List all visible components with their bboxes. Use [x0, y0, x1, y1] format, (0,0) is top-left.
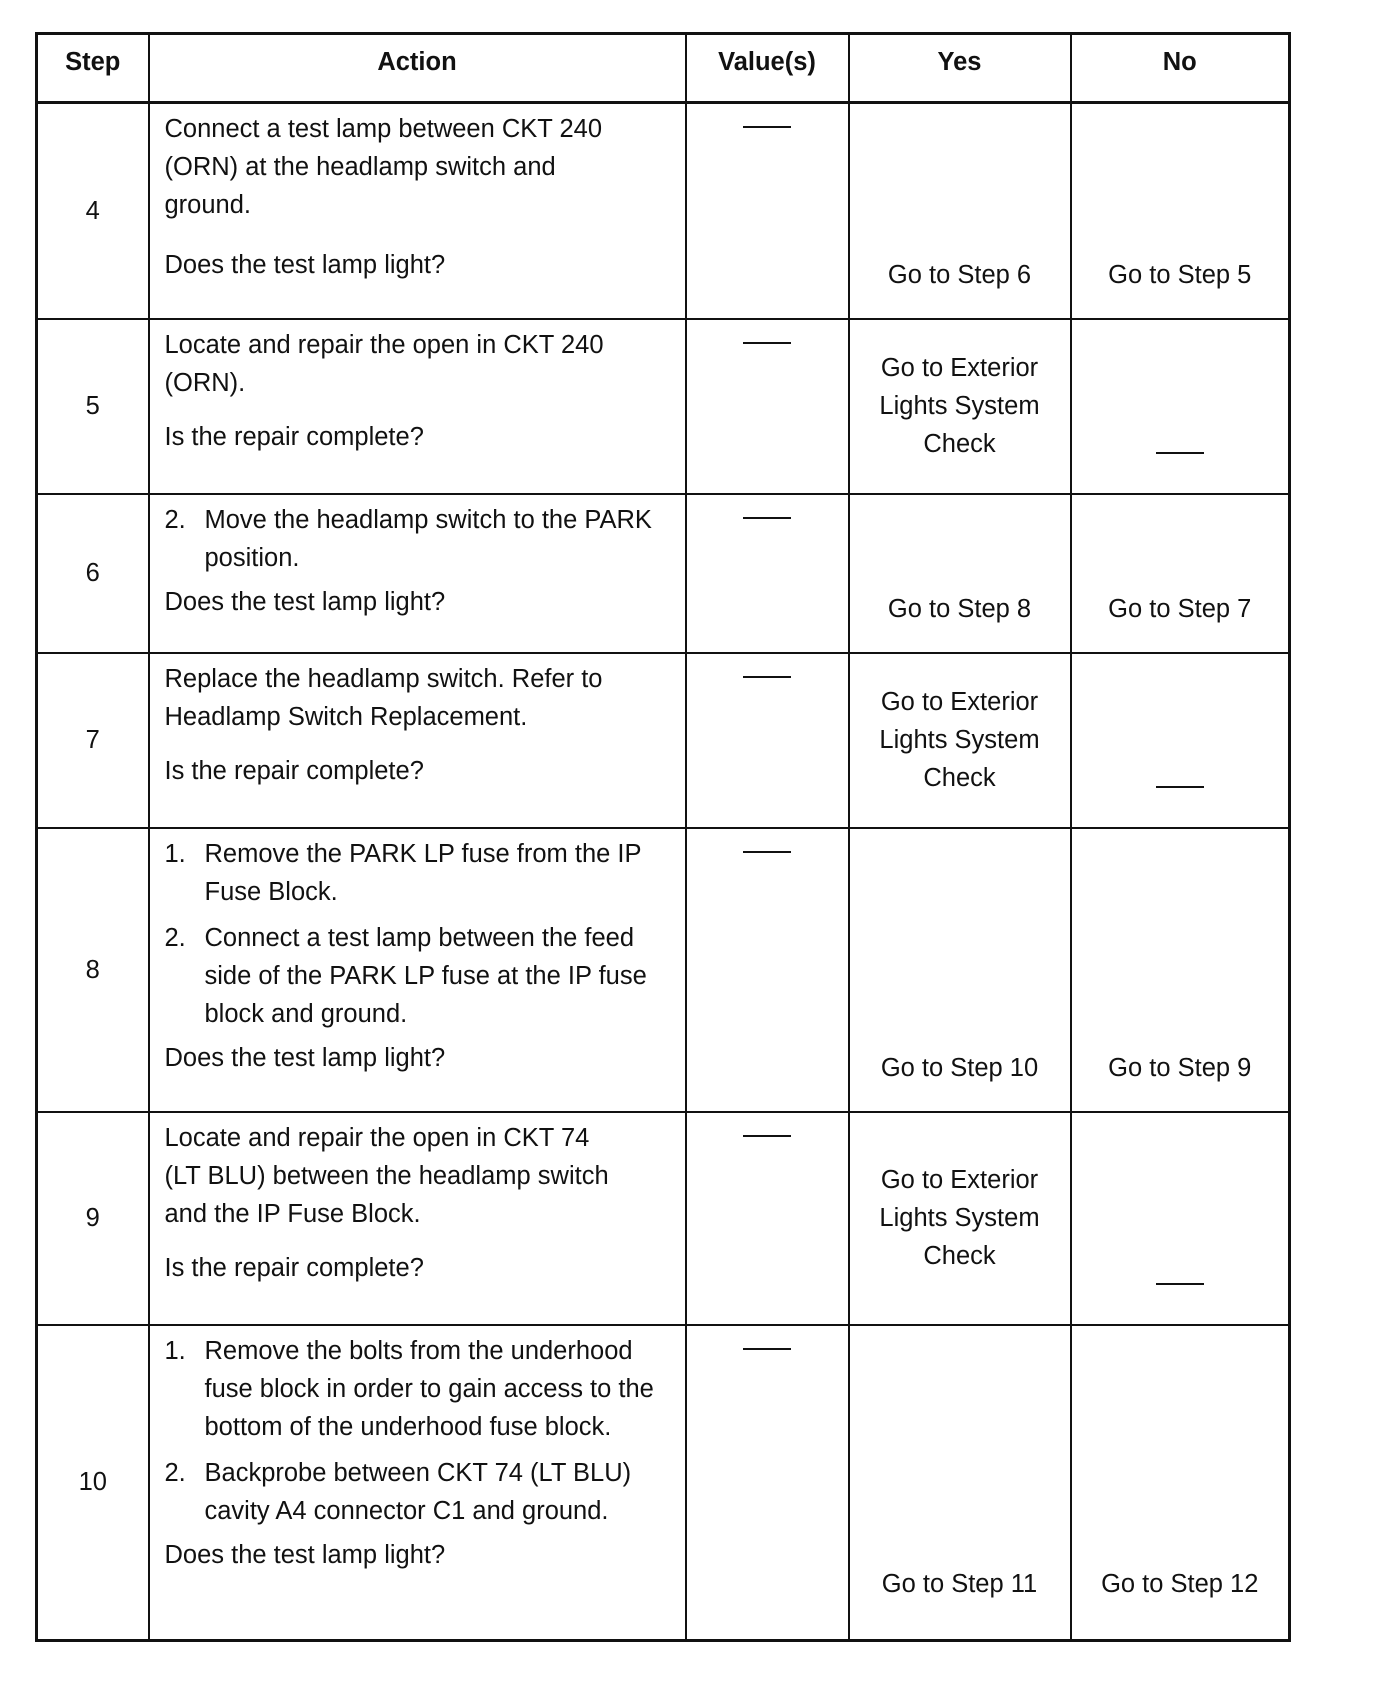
step-number: 5 [37, 319, 149, 494]
value-dash [743, 851, 791, 853]
table-row [37, 828, 1290, 1112]
no-dash [1156, 1283, 1204, 1285]
step-number: 10 [37, 1325, 149, 1641]
value-dash [743, 517, 791, 519]
no-cell: Go to Step 12 [1071, 1325, 1290, 1641]
value-dash [743, 342, 791, 344]
item-number: 1. [164, 1336, 186, 1365]
action-line: Headlamp Switch Replacement. [164, 702, 528, 731]
action-steps [165, 835, 673, 1033]
no-cell: Go to Step 7 [1071, 494, 1290, 653]
action-item [165, 919, 673, 1033]
yes-cell: Go to Exterior Lights System Check [849, 319, 1071, 494]
action-cell [149, 494, 686, 653]
action-question: Is the repair complete? [164, 422, 424, 451]
item-number: 2. [164, 505, 186, 534]
action-question: Does the test lamp light? [164, 1540, 446, 1569]
step-number: 9 [37, 1112, 149, 1325]
yes-cell: Go to Step 11 [849, 1325, 1071, 1641]
no-dash [1156, 786, 1204, 788]
item-number: 2. [164, 923, 186, 952]
action-line: (ORN). [164, 368, 246, 397]
value-cell [686, 103, 849, 319]
item-number: 2. [164, 1458, 186, 1487]
item-text: Remove the bolts from the underhood fuse block in order to gain access to the bottom of the underhood fuse block. [204, 1336, 654, 1441]
action-line: Locate and repair the open in CKT 74 [164, 1123, 590, 1152]
action-cell [149, 319, 686, 494]
action-question: Is the repair complete? [164, 1253, 424, 1282]
item-text: Remove the PARK LP fuse from the IP Fuse Block. [204, 839, 642, 906]
table-row [37, 319, 1290, 494]
no-cell: Go to Step 9 [1071, 828, 1290, 1112]
header-no: No [1071, 34, 1290, 103]
action-line: (LT BLU) between the headlamp switch [164, 1161, 609, 1190]
item-text: Backprobe between CKT 74 (LT BLU) cavity A4 connector C1 and ground. [204, 1458, 632, 1525]
no-cell: Go to Step 5 [1071, 103, 1290, 319]
yes-cell: Go to Step 6 [849, 103, 1071, 319]
step-number: 8 [37, 828, 149, 1112]
action-item [165, 1332, 673, 1446]
action-item [165, 501, 673, 577]
header-action: Action [149, 34, 686, 103]
step-number: 7 [37, 653, 149, 828]
header-values: Value(s) [686, 34, 849, 103]
action-line: Replace the headlamp switch. Refer to [164, 664, 603, 693]
step-number: 4 [37, 103, 149, 319]
yes-cell: Go to Exterior Lights System Check [849, 1112, 1071, 1325]
action-line: Locate and repair the open in CKT 240 [164, 330, 604, 359]
action-cell [149, 828, 686, 1112]
value-dash [743, 676, 791, 678]
table-row [37, 494, 1290, 653]
value-cell [686, 1325, 849, 1641]
action-question: Is the repair complete? [164, 756, 424, 785]
action-line: ground. [164, 191, 251, 219]
action-steps [165, 501, 673, 577]
value-dash [743, 1135, 791, 1137]
header-step: Step [37, 34, 149, 103]
action-cell [149, 1325, 686, 1641]
header-row [37, 34, 1290, 103]
yes-cell: Go to Exterior Lights System Check [849, 653, 1071, 828]
table-row [37, 1325, 1290, 1641]
no-cell [1071, 653, 1290, 828]
table-row [37, 653, 1290, 828]
value-dash [743, 1348, 791, 1350]
value-cell [686, 494, 849, 653]
table-row [37, 1112, 1290, 1325]
action-line: (ORN) at the headlamp switch and [164, 153, 556, 181]
item-number: 1. [164, 839, 186, 868]
value-cell [686, 1112, 849, 1325]
item-text: Move the headlamp switch to the PARK position. [204, 505, 652, 572]
step-number: 6 [37, 494, 149, 653]
action-question: Does the test lamp light? [164, 251, 446, 279]
diagnostic-table [35, 32, 1291, 1642]
no-cell [1071, 319, 1290, 494]
item-text: Connect a test lamp between the feed side of the PARK LP fuse at the IP fuse block and ground. [204, 923, 647, 1028]
table-row [37, 103, 1290, 319]
value-cell [686, 319, 849, 494]
header-yes: Yes [849, 34, 1071, 103]
yes-cell: Go to Step 10 [849, 828, 1071, 1112]
action-cell [149, 1112, 686, 1325]
action-cell [149, 653, 686, 828]
no-dash [1156, 452, 1204, 454]
action-steps [165, 1332, 673, 1530]
action-question: Does the test lamp light? [164, 587, 446, 616]
value-dash [743, 126, 791, 128]
value-cell [686, 828, 849, 1112]
action-question: Does the test lamp light? [164, 1043, 446, 1072]
action-line: and the IP Fuse Block. [164, 1199, 421, 1228]
value-cell [686, 653, 849, 828]
yes-cell: Go to Step 8 [849, 494, 1071, 653]
action-item [165, 835, 673, 911]
action-cell [149, 103, 686, 319]
action-item [165, 1454, 673, 1530]
action-line: Connect a test lamp between CKT 240 [164, 115, 603, 143]
no-cell [1071, 1112, 1290, 1325]
